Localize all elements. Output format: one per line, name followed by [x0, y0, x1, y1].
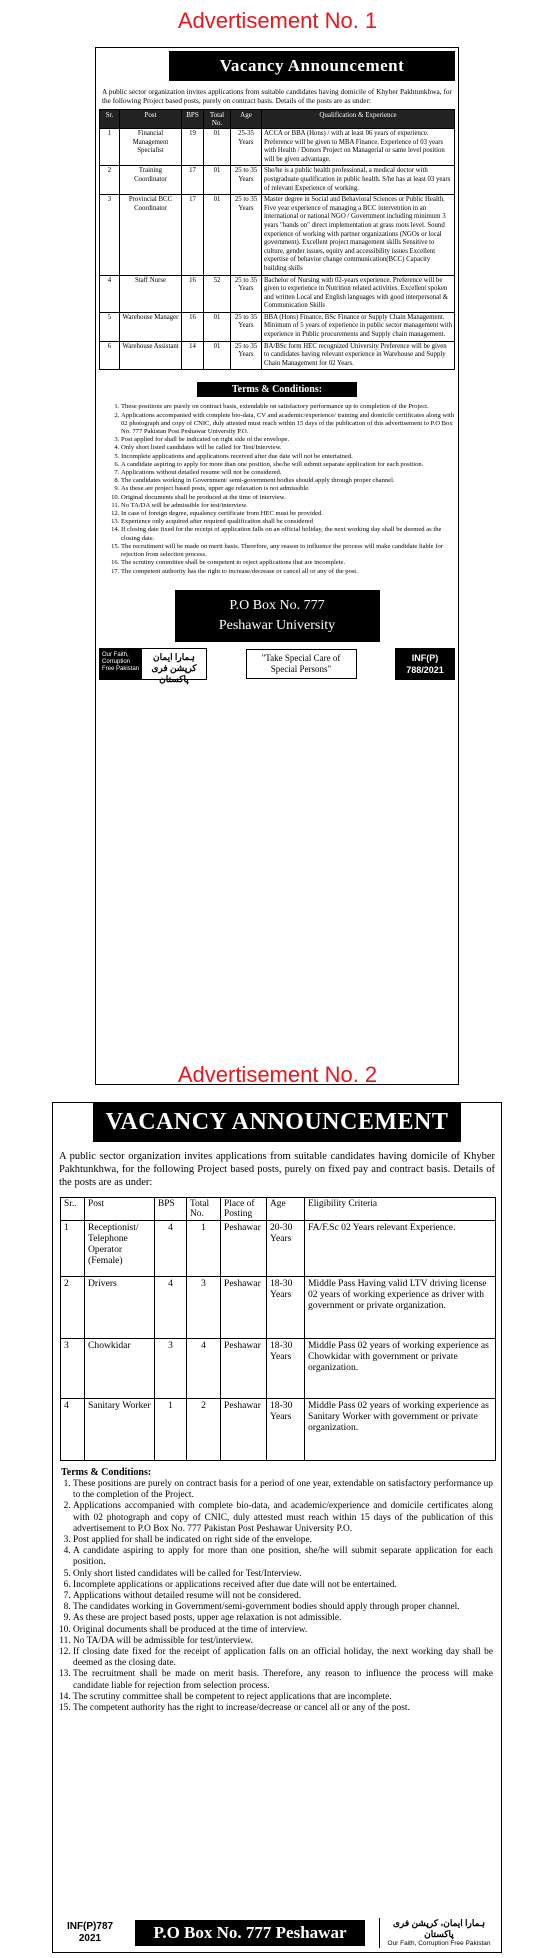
cell-bps: 19 — [182, 129, 204, 166]
list-item: 15. The recruitment will be made on merit basis. Therefore, any reason to influence the process will make candidate liable for rejection from selection process. — [121, 543, 455, 559]
list-item: 11. No TA/DA will be admissible for test/interview. — [121, 502, 455, 510]
col-header: Age — [231, 110, 262, 129]
cell-post: Sanitary Worker — [85, 1399, 155, 1461]
list-item: 13. Experience only acquired after required qualification shall be considered — [121, 518, 455, 526]
cell-age: 18-30 Years — [267, 1277, 305, 1339]
col-header: Eligibility Criteria — [305, 1198, 496, 1221]
cell-total: 4 — [187, 1339, 221, 1399]
logo-urdu: ہمارا ایمان کرپشن فری پاکستان — [151, 651, 197, 684]
cell-total: 3 — [187, 1277, 221, 1339]
cell-place: Peshawar — [221, 1277, 267, 1339]
cell-qualification: BBA (Hons) Finance, BSc Finance or Supply Chain Management. Minimum of 5 years of experience in public sector management with experience in Public procurements and Supply chain management. — [262, 312, 455, 341]
cell-bps: 1 — [155, 1399, 187, 1461]
terms-list — [99, 403, 455, 575]
list-item: 8. The candidates working in Government/ semi-government bodies should apply through proper channel. — [121, 477, 455, 485]
inf-code: INF(P)787 — [66, 1921, 114, 1932]
col-header: Total No. — [204, 110, 231, 129]
cell-criteria: FA/F.Sc 02 Years relevant Experience. — [305, 1221, 496, 1277]
cell-criteria: Middle Pass Having valid LTV driving license 02 years of working experience as driver with government or private organization. — [305, 1277, 496, 1339]
col-header: Sr. — [100, 110, 120, 129]
cell-sr: 1 — [100, 129, 120, 166]
intro-text: A public sector organization invites applications from suitable candidates having domicile of Khyber Pakhtunkhwa, for the following Project based posts, purely on fixed pay and contract basis. Details of the posts are as under: — [59, 1151, 495, 1188]
list-item: 4. Only short listed candidates will be called for Test/Interview. — [121, 444, 455, 452]
col-header: Total No. — [187, 1198, 221, 1221]
cell-sr: 2 — [100, 166, 120, 195]
cell-total: 52 — [204, 275, 231, 312]
list-item: 14. The scrutiny committee shall be competent to reject applications that are incomplete. — [73, 1692, 493, 1703]
list-item: 10. Original documents shall be produced at the time of interview. — [73, 1625, 493, 1636]
list-item: 7. Applications without detailed resume will not be considered. — [121, 469, 455, 477]
pobox-address: P.O Box No. 777 Peshawar — [135, 1920, 365, 1946]
cell-post: Receptionist/ Telephone Operator (Female) — [85, 1221, 155, 1277]
col-header: Post — [85, 1198, 155, 1221]
cell-age: 25-35 Years — [231, 129, 262, 166]
logo-urdu: ہمارا ایمان، کرپشن فری پاکستان — [392, 1918, 486, 1939]
cell-age: 25 to 35 Years — [231, 341, 262, 370]
list-item: 13. The recruitment shall be made on merit basis. Therefore, any reason to influence the process will make candidate liable for rejection from selection process. — [73, 1669, 493, 1691]
list-item: 15. The competent authority has the right to increase/decrease or cancel all or any of the post. — [73, 1703, 493, 1714]
cell-age: 25 to 35 Years — [231, 312, 262, 341]
footer-row — [59, 1918, 495, 1948]
table-row — [100, 129, 455, 166]
vacancy-table — [60, 1197, 496, 1461]
logo-english: Our Faith, Corruption Free Pakistan — [100, 649, 142, 679]
table-row — [100, 275, 455, 312]
table-row — [61, 1399, 496, 1461]
list-item: 12. In case of foreign degree, equalency certificate from HEC must be provided. — [121, 510, 455, 518]
table-row — [100, 195, 455, 275]
list-item: 10. Original documents shall be produced at the time of interview. — [121, 494, 455, 502]
col-header: Age — [267, 1198, 305, 1221]
list-item: 7. Applications without detailed resume will not be considered. — [73, 1591, 493, 1602]
cell-age: 25 to 35 Years — [231, 195, 262, 275]
cell-age: 20-30 Years — [267, 1221, 305, 1277]
cell-age: 18-30 Years — [267, 1339, 305, 1399]
cell-qualification: BA/BSc form HEC recognized University Preference will be given to candidates having relevant experience in Warehouse and Supply Chain Management for 02 Years. — [262, 341, 455, 370]
list-item: 6. A candidate aspiring to apply for more than one position, she/he will submit separate application for each position. — [121, 461, 455, 469]
col-header: Qualification & Experience — [262, 110, 455, 129]
cell-total: 1 — [187, 1221, 221, 1277]
list-item: 6. Incomplete applications or applications received after due date will not be entertained. — [73, 1580, 493, 1591]
cell-bps: 17 — [182, 195, 204, 275]
logo-english: Our Faith, Corruption Free Pakistan — [387, 1940, 491, 1947]
list-item: 3. Post applied for shall be indicated on right side of the envelope. — [73, 1535, 493, 1546]
advertisement-1-label: Advertisement No. 1 — [177, 8, 378, 33]
intro-text: A public sector organization invites applications from suitable candidates having domicile of Khyber Pakhtunkhwa, for the following Project based posts, purely on contract basis. Details of the posts are as under: — [102, 87, 452, 105]
list-item: 3. Post applied for shall be indicated on right side of the envelope. — [121, 436, 455, 444]
advertisement-2 — [52, 1102, 502, 1953]
table-row — [100, 166, 455, 195]
cell-age: 18-30 Years — [267, 1399, 305, 1461]
cell-sr: 6 — [100, 341, 120, 370]
advertisement-2-label: Advertisement No. 2 — [177, 1062, 378, 1087]
cell-sr: 3 — [100, 195, 120, 275]
pobox-address — [175, 590, 380, 642]
terms-heading: Terms & Conditions: — [197, 382, 357, 397]
cell-place: Peshawar — [221, 1399, 267, 1461]
cell-total: 01 — [204, 166, 231, 195]
list-item: 4. A candidate aspiring to apply for more than one position, she/he will submit separate application for each position. — [73, 1546, 493, 1568]
table-row — [61, 1277, 496, 1339]
list-item: 11. No TA/DA will be admissible for test/interview. — [73, 1636, 493, 1647]
col-header: Post — [120, 110, 182, 129]
cell-age: 25 to 35 Years — [231, 275, 262, 312]
cell-sr: 2 — [61, 1277, 85, 1339]
footer-row — [99, 648, 455, 684]
anti-corruption-logo — [99, 648, 207, 684]
cell-bps: 14 — [182, 341, 204, 370]
vacancy-banner: Vacancy Announcement — [169, 51, 455, 81]
inf-code-box — [59, 1921, 121, 1945]
cell-total: 2 — [187, 1399, 221, 1461]
cell-age: 25 to 35 Years — [231, 166, 262, 195]
table-row — [61, 1339, 496, 1399]
cell-sr: 4 — [61, 1399, 85, 1461]
cell-sr: 5 — [100, 312, 120, 341]
cell-qualification: Master degree in Social and Behavioral Sciences or Public Health. Five year experience of managing a BCC intervention in an international or national NGO / Government including minimum 3 years "hands on" direct implementation at grass roots level. Sound experience of working with partner organizations (NGOs or local government). Excellent project management skills Sensitive to culture, gender issues, equity and accessibility issues Excellent expertise of behavior change communication(BCC) Capacity building skills — [262, 195, 455, 275]
cell-qualification: ACCA or BBA (Hons) / with at least 06 years of experience. Preference will be given to MBA Finance. Experience of 03 years with Health / Donors Project on Managerial or same level position will be given advantage. — [262, 129, 455, 166]
cell-bps: 17 — [182, 166, 204, 195]
table-header-row — [61, 1198, 496, 1221]
inf-year: 2021 — [78, 1933, 102, 1944]
vacancy-banner: VACANCY ANNOUNCEMENT — [93, 1103, 461, 1142]
list-item: 5. Only short listed candidates will be called for Test/Interview. — [73, 1569, 493, 1580]
col-header: BPS — [182, 110, 204, 129]
cell-sr: 1 — [61, 1221, 85, 1277]
cell-post: Warehouse Manager — [120, 312, 182, 341]
cell-post: Drivers — [85, 1277, 155, 1339]
list-item: 9. As these are project based posts, upper age relaxation is not admissible. — [73, 1613, 493, 1624]
terms-list — [53, 1479, 493, 1714]
cell-total: 01 — [204, 341, 231, 370]
cell-total: 01 — [204, 312, 231, 341]
inf-number: 788/2021 — [406, 664, 444, 675]
cell-qualification: She/he is a public health professional, a medical doctor with postgraduate qualification in public health. S/he has at least 03 years of relevant Experience of working. — [262, 166, 455, 195]
vacancy-table — [99, 109, 455, 370]
cell-place: Peshawar — [221, 1339, 267, 1399]
list-item: 9. As these are project based posts, upper age relaxation is not admissible. — [121, 485, 455, 493]
cell-bps: 16 — [182, 312, 204, 341]
slogan-box: "Take Special Care of Special Persons" — [246, 649, 357, 679]
list-item: 8. The candidates working in Government/semi-government bodies should apply through proper channel. — [73, 1602, 493, 1613]
list-item: 14. If closing date fixed for the receipt of application falls on an official holiday, the next working day shall be deemed as the closing date. — [121, 526, 455, 542]
list-item: 17. The competent authority has the right to increase/decrease or cancel all or any of the post. — [121, 568, 455, 576]
cell-post: Financial Management Specialist — [120, 129, 182, 166]
cell-post: Chowkidar — [85, 1339, 155, 1399]
cell-qualification: Bachelor of Nursing with 02-years experience. Preference will be given to experience in Nutrition related activities. Excellent spoken and written Local and English languages with good interpersonal & Communication Skills — [262, 275, 455, 312]
cell-place: Peshawar — [221, 1221, 267, 1277]
list-item: 2. Applications accompanied with complete bio-data, CV and academic/experience/ training and domicile certificates along with 02 photograph and copy of CNIC, duly attested must reach within 15 days of the publication of this advertisement to P.O Box No. 777 Pakistan Post Peshawar University P.O. — [121, 412, 455, 437]
cell-sr: 4 — [100, 275, 120, 312]
cell-post: Staff Nurse — [120, 275, 182, 312]
list-item: 1. These positions are purely on contract basis for a period of one year, extendable on satisfactory performance up to the completion of the Project. — [73, 1479, 493, 1501]
cell-post: Warehouse Assistant — [120, 341, 182, 370]
cell-total: 01 — [204, 129, 231, 166]
cell-bps: 4 — [155, 1221, 187, 1277]
list-item: 2. Applications accompanied with complete bio-data, and academic/experience and domicile certificates along with 02 photograph and copy of CNIC, duly attested must reach within 15 days of the publication of this advertisement to P.O Box No. 777 Pakistan Post Peshawar University P.O. — [73, 1501, 493, 1535]
list-item: 5. Incomplete applications and applications received after due date will not be entertained. — [121, 453, 455, 461]
cell-bps: 16 — [182, 275, 204, 312]
list-item: 16. The scrutiny committee shall be competent to reject applications that are incomplete. — [121, 559, 455, 567]
cell-post: Training Coordinator — [120, 166, 182, 195]
cell-total: 01 — [204, 195, 231, 275]
pobox-line: Peshawar University — [218, 617, 336, 633]
inf-code: INF(P) — [411, 652, 439, 663]
list-item: 1. These positions are purely on contract basis, extendable on satisfactory performance up to completion of the Project. — [121, 403, 455, 411]
cell-criteria: Middle Pass 02 years of working experience as Sanitary Worker with government or private organization. — [305, 1399, 496, 1461]
table-row — [100, 341, 455, 370]
cell-sr: 3 — [61, 1339, 85, 1399]
pobox-line: P.O Box No. 777 — [229, 597, 325, 613]
table-header-row — [100, 110, 455, 129]
advertisement-1 — [95, 47, 459, 1085]
terms-heading: Terms & Conditions: — [61, 1467, 152, 1478]
anti-corruption-logo — [379, 1918, 495, 1948]
cell-post: Provincial BCC Coordinator — [120, 195, 182, 275]
table-row — [100, 312, 455, 341]
cell-bps: 4 — [155, 1277, 187, 1339]
list-item: 12. If closing date fixed for the receipt of application falls on an official holiday, the next working day shall be deemed as the closing date. — [73, 1647, 493, 1669]
col-header: Place of Posting — [221, 1198, 267, 1221]
cell-criteria: Middle Pass 02 years of working experience as Chowkidar with government or private organization. — [305, 1339, 496, 1399]
table-row — [61, 1221, 496, 1277]
inf-code-box — [395, 648, 455, 680]
col-header: BPS — [155, 1198, 187, 1221]
cell-bps: 3 — [155, 1339, 187, 1399]
col-header: Sr.. — [61, 1198, 85, 1221]
